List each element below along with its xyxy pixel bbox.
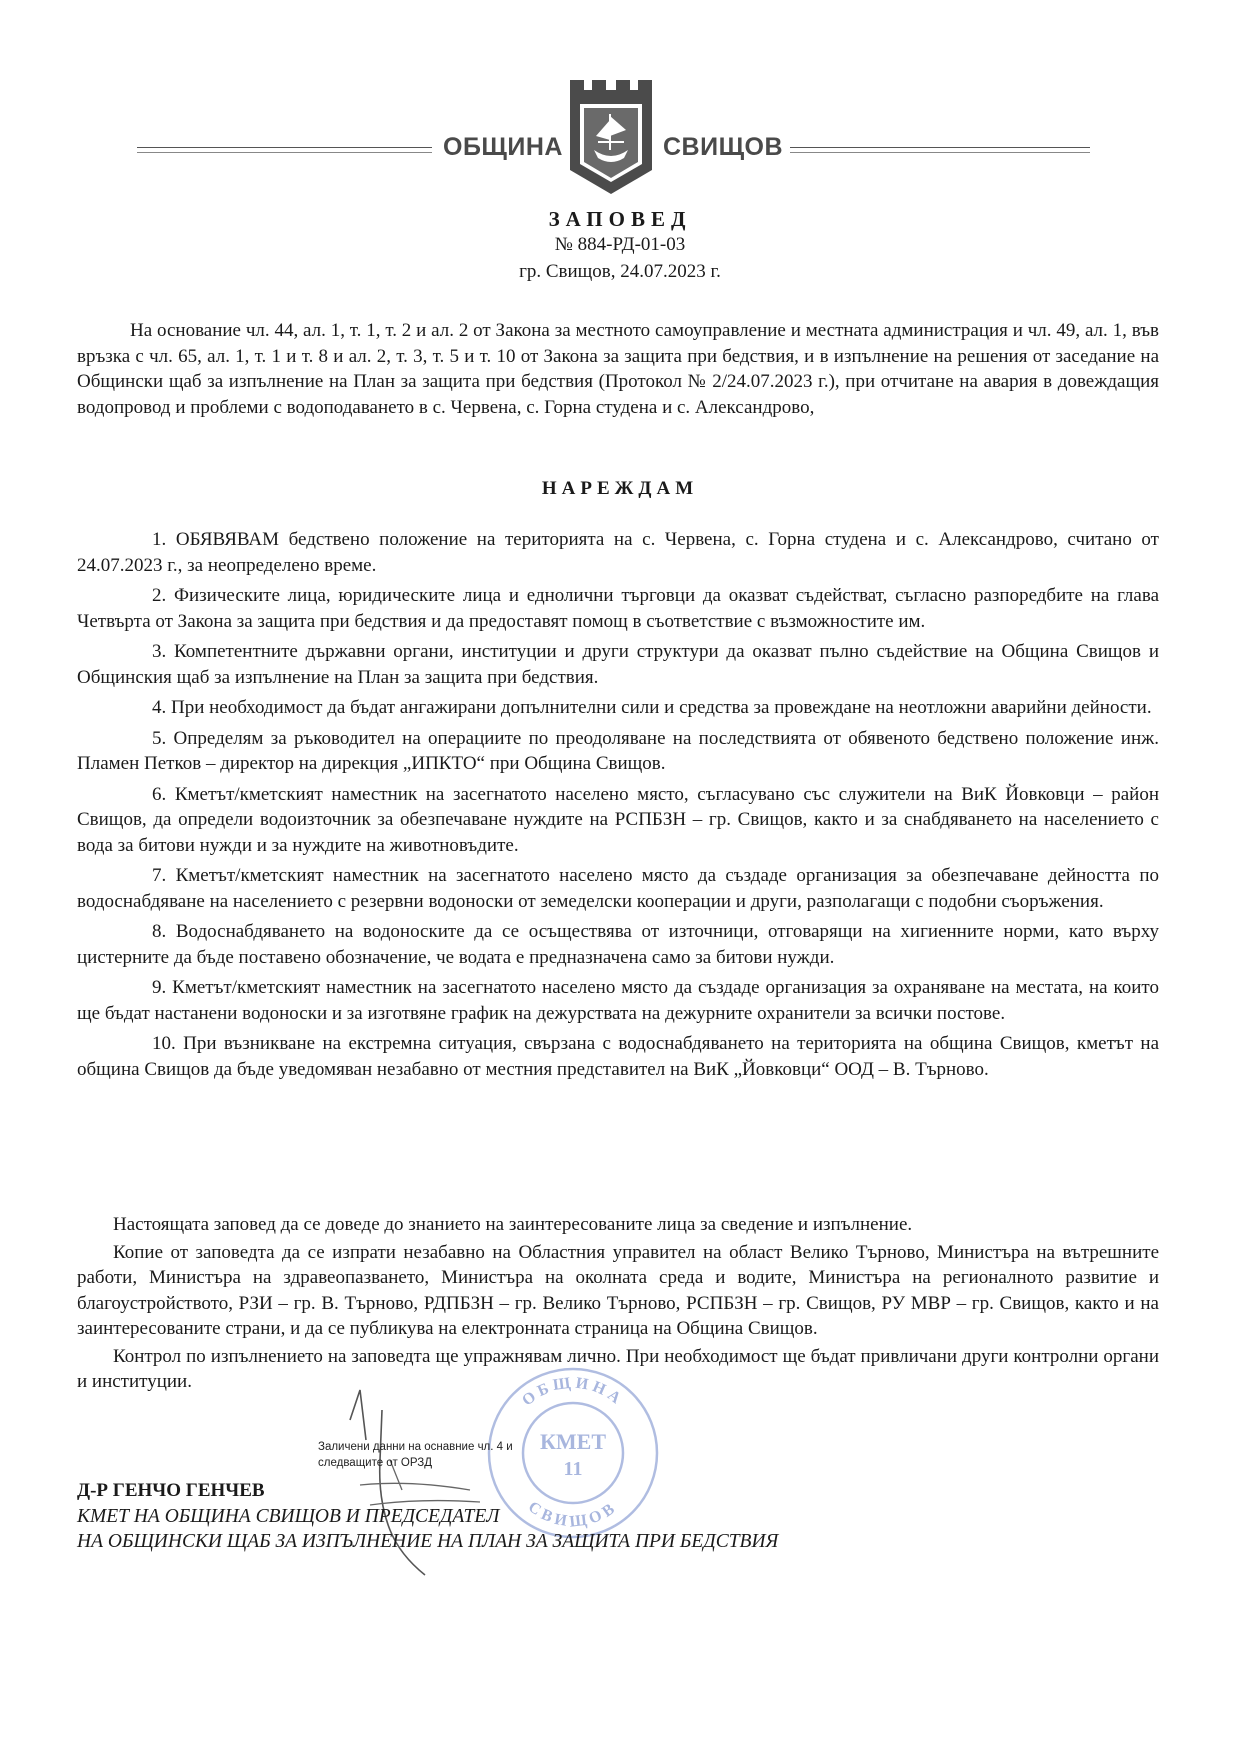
- order-item-6: 6. Кметът/кметският наместник на засегнатото населено място, съгласувано със служители на ВиК Йовковци – район Свищов, да определи водоизточник за обезпечаване нуждите на РСПБЗН – гр. Свищов, както и за снабдяването на населението с вода за битови нужди и за нуждите на животновъдите.: [77, 783, 1159, 856]
- redaction-note: Заличени данни на оснавние чл. 4 и следващите от ОРЗД: [318, 1441, 513, 1469]
- signatory-name: Д-Р ГЕНЧО ГЕНЧЕВ: [77, 1480, 265, 1501]
- order-item-1: 1. ОБЯВЯВАМ бедствено положение на територията на с. Червена, с. Горна студена и с. Александрово, считано от 24.07.2023 г., за неопределено време.: [77, 529, 1159, 576]
- order-item-10: 10. При възникване на екстремна ситуация, свързана с водоснабдяването на територията на община Свищов, кметът на община Свищов да бъде уведомяван незабавно от местния представител на ВиК „Йовковци“ ООД – В. Търново.: [77, 1033, 1159, 1080]
- letterhead-rule-right: [790, 147, 1090, 148]
- closing-paragraph-control: Контрол по изпълнението на заповедта ще упражнявам лично. При необходимост ще бъдат привличани други контролни органи и институции.: [77, 1345, 1159, 1392]
- intro-paragraph: На основание чл. 44, ал. 1, т. 1, т. 2 и ал. 2 от Закона за местното самоуправление и местната администрация и чл. 49, ал. 1, във връзка с чл. 65, ал. 1, т. 1 и т. 8 и ал. 2, т. 3, т. 5 и т. 10 от Закона за защита при бедствия, и в изпълнение на решения от заседание на Общински щаб за изпълнение на План за защита при бедствия (Протокол № 2/24.07.2023 г.), при отчитане на авария в довеждащия водопровод и проблеми с водоподаването в с. Червена, с. Горна студена и с. Александрово,: [77, 320, 1159, 418]
- order-items: [77, 527, 1159, 1087]
- closing-paragraph-distribution: Копие от заповедта да се изпрати незабавно на Областния управител на област Велико Търново, Министъра на вътрешните работи, Министъра на здравеопазването, Министъра на околната среда и водите, Министъра на регионалното развитие и благоустройството, РЗИ – гр. В. Търново, РДПБЗН – гр. Велико Търново, РСПБЗН – гр. Свищов, РУ МВР – гр. Свищов, както и на заинтересованите страни, и да се публикува на електронната страница на Община Свищов.: [77, 1241, 1159, 1339]
- municipal-crest-icon: [566, 78, 656, 196]
- order-item-3: 3. Компетентните държавни органи, институции и други структури да оказват пълно съдействие на Община Свищов и Общинския щаб за изпълнение на План за защита при бедствия.: [77, 641, 1159, 688]
- document-title-block: [0, 207, 1240, 286]
- letterhead-rule-right-thin: [790, 152, 1090, 153]
- document-place-date: гр. Свищов, 24.07.2023 г.: [519, 261, 721, 282]
- stamp-center-text: КМЕТ: [539, 1429, 607, 1454]
- order-item-5: 5. Определям за ръководител на операциите по преодоляване на последствията от обявеното бедствено положение инж. Пламен Петков – директор на дирекция „ИПКТО“ при Община Свищов.: [77, 727, 1159, 774]
- letterhead-rule-left-thin: [137, 152, 432, 153]
- document-heading: ЗАПОВЕД: [548, 207, 692, 231]
- order-item-2: 2. Физическите лица, юридическите лица и еднолични търговци да оказват съдействат, съгласно разпоредбите на глава Четвърта от Закона за защита при бедствия и да предоставят помощ в съответствие с възможностите им.: [77, 585, 1159, 632]
- letterhead-word-left: ОБЩИНА: [443, 133, 563, 161]
- letterhead-word-right: СВИЩОВ: [663, 133, 784, 161]
- ordering-heading: НАРЕЖДАМ: [541, 478, 699, 499]
- stamp-number: 11: [563, 1458, 583, 1480]
- letterhead: [0, 78, 1240, 198]
- stamp-top-text: ОБЩИНА: [519, 1374, 627, 1410]
- document-number: № 884-РД-01-03: [554, 234, 686, 255]
- letterhead-rule-left: [137, 147, 432, 148]
- stamp-bottom-text: СВИЩОВ: [524, 1498, 622, 1531]
- signatory-title: [77, 1504, 778, 1554]
- closing-paragraph-notice: Настоящата заповед да се доведе до знанието на заинтересованите лица за сведение и изпълнение.: [113, 1214, 913, 1235]
- signatory-title-line-1: КМЕТ НА ОБЩИНА СВИЩОВ И ПРЕДСЕДАТЕЛ: [77, 1506, 500, 1527]
- order-item-8: 8. Водоснабдяването на водоноските да се осъществява от източници, отговарящи на хигиенните норми, като върху цистерните да бъде поставено обозначение, че водата е предназначена само за битови нужди.: [77, 921, 1159, 968]
- signatory-title-line-2: НА ОБЩИНСКИ ЩАБ ЗА ИЗПЪЛНЕНИЕ НА ПЛАН ЗА ЗАЩИТА ПРИ БЕДСТВИЯ: [77, 1531, 779, 1552]
- order-item-9: 9. Кметът/кметският наместник на засегнатото населено място да създаде организация за охраняване на местата, на които ще бъдат настанени водоноски и за изготвяне график на дежурствата на дежурните охранители за всички постове.: [77, 977, 1159, 1024]
- order-item-4: 4. При необходимост да бъдат ангажирани допълнителни сили и средства за провеждане на неотложни аварийни дейности.: [152, 697, 1152, 718]
- order-item-7: 7. Кметът/кметският наместник на засегнатото населено място да създаде организация за обезпечаване дейността по водоснабдяване на населението с резервни водоноски от земеделски кооперации и други, разполагащи с подобни съоръжения.: [77, 865, 1159, 912]
